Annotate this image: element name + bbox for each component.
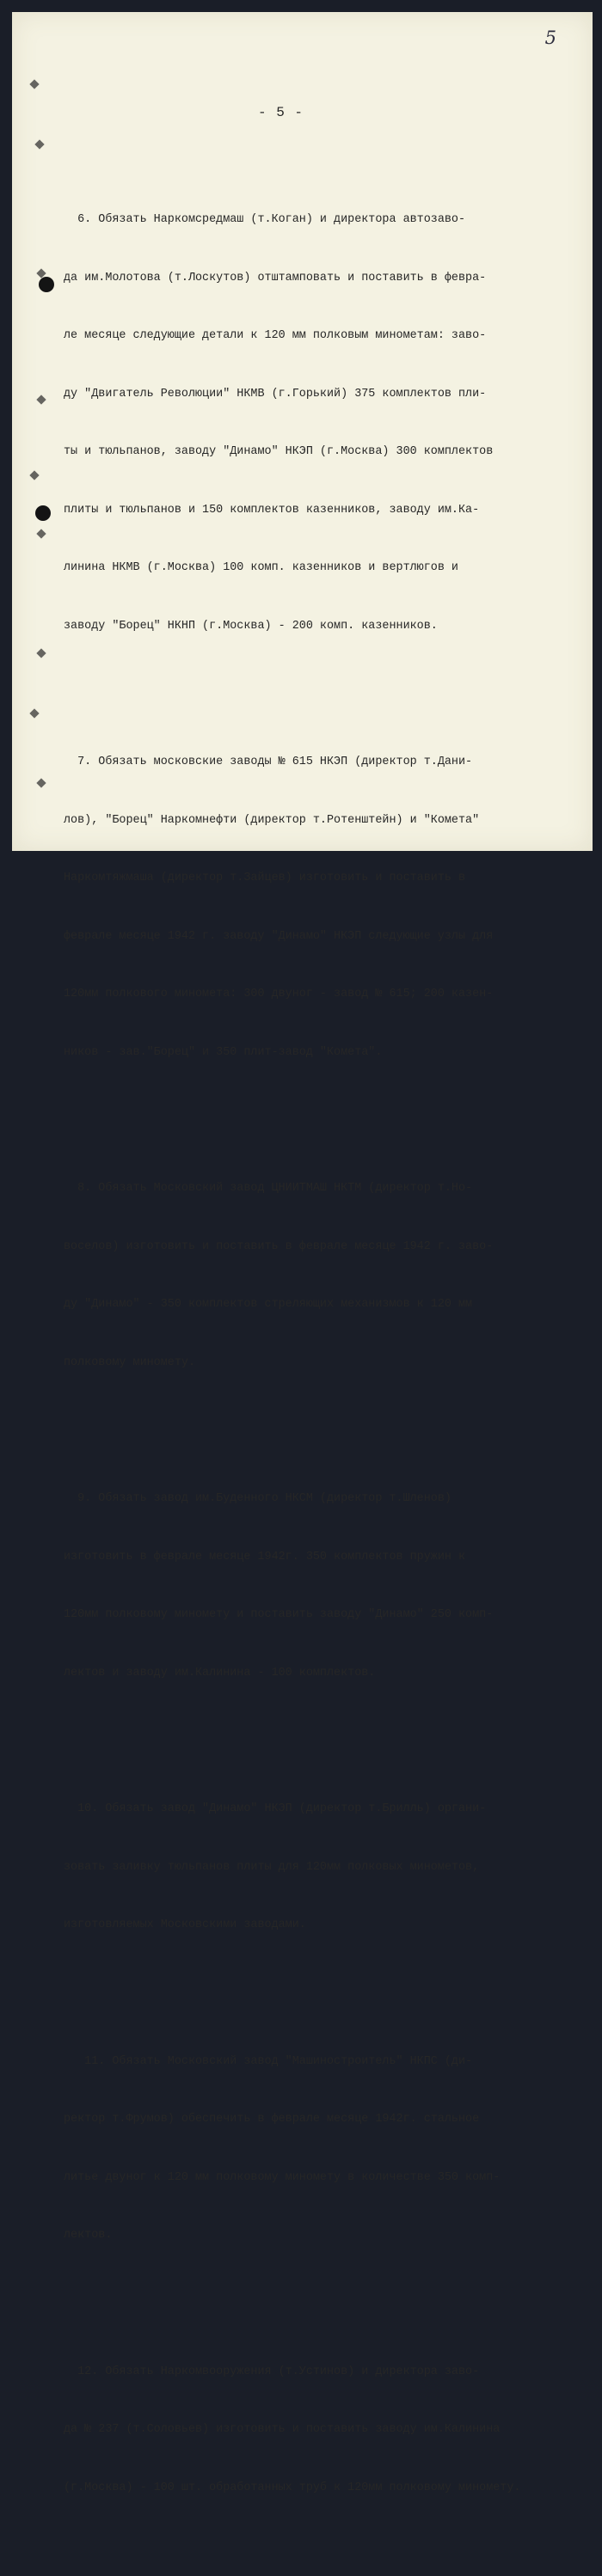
text-line: плиты и тюльпанов и 150 комплектов казенников, заводу им.Ка-	[64, 503, 480, 517]
text-line: ду "Двигатель Революции" НКМВ (г.Горький) 375 комплектов пли-	[64, 387, 487, 401]
text-line: (г.Москва) - 100 шт. обработанных труб к 120мм полковому миномету.	[64, 2481, 521, 2494]
text-line: да № 237 (т.Соловьев) изготовить и поставить заводу им.Калинина	[64, 2423, 501, 2436]
text-line: 12. Обязать Наркомвооружения (т.Устинов) и директора заво-	[64, 2365, 480, 2378]
text-line: 8. Обязать Московский завод ЦНИИТМАШ НКТМ (директор т.Но-	[64, 1182, 473, 1195]
document-page	[12, 12, 593, 2494]
text-line: изготовить в феврале месяце 1942г. 350 комплектов пружин к	[64, 1550, 466, 1563]
text-line: феврале месяце 1942 г. заводу "Динамо" НКЭП следующие узлы для	[64, 929, 494, 943]
text-line: 10. Обязать завод "Динамо" НКЭП (директор т.Брилль) органи-	[64, 1802, 487, 1815]
text-line: Наркомтяжмаша (директор т.Зайцев) изготовить и поставить в	[64, 872, 466, 884]
text-line: линина НКМВ (г.Москва) 100 комп. казенников и вертлюгов и	[64, 561, 458, 574]
tack-mark-icon	[36, 529, 46, 538]
text-line: изготовляемых Московскими заводами.	[64, 1918, 306, 1931]
text-line: да им.Молотова (т.Лоскутов) отштамповать и поставить в февра-	[64, 271, 487, 285]
paragraph-8	[64, 1141, 597, 1411]
paragraph-12	[64, 2324, 597, 2537]
text-line: 120мм полковому миномету и поставить заводу "Динамо" 250 комп-	[64, 1608, 494, 1621]
text-line: воселов) изготовить и поставить в феврале месяце 1942 г. заво-	[64, 1239, 494, 1253]
tack-mark-icon	[29, 470, 39, 480]
text-line: заводу "Борец" НКНП (г.Москва) - 200 комп. казенников.	[64, 619, 438, 633]
text-line: лектов.	[64, 2229, 113, 2242]
tack-mark-icon	[36, 648, 46, 658]
paragraph-6	[64, 172, 597, 675]
text-line: зовать заливку тюльпанов плиты для 120мм полковых минометов,	[64, 1860, 480, 1874]
page-number: - 5 -	[257, 105, 304, 120]
tack-mark-icon	[36, 395, 46, 404]
handwritten-page-number: 5	[544, 28, 556, 48]
text-line: ле месяце следующие детали к 120 мм полковым минометам: заво-	[64, 329, 487, 342]
text-line: 6. Обязать Наркомсредмаш (т.Коган) и директора автозаво-	[64, 213, 466, 226]
text-line: 9. Обязать завод им.Буденного НКСМ (директор т.Шленов)	[64, 1492, 452, 1505]
text-line: ты и тюльпанов, заводу "Динамо" НКЭП (г.Москва) 300 комплектов	[64, 445, 494, 458]
tack-mark-icon	[34, 139, 44, 149]
text-line: литье двуног к 120 мм полковому миномету в количестве 350 комп-	[64, 2170, 501, 2184]
tack-mark-icon	[36, 778, 46, 787]
text-line: 7. Обязать московские заводы № 615 НКЭП (директор т.Дани-	[64, 756, 473, 768]
tack-mark-icon	[29, 708, 39, 718]
text-line: ников - зав."Борец" и 350 плит-завод "Комета".	[64, 1045, 383, 1059]
text-line: полковому миномету.	[64, 1355, 195, 1369]
text-line: лектов и заводу им.Калинина - 100 комплектов.	[64, 1666, 376, 1680]
document-body	[64, 133, 597, 2576]
text-line: 11. Обязать Московский завод "Машиностроитель" НКПС (ди-	[64, 2054, 473, 2068]
paragraph-11	[64, 2014, 597, 2285]
text-line: ду "Динамо" - 350 комплектов стреляющих механизмов к 120 мм	[64, 1298, 473, 1311]
binder-hole-icon	[39, 277, 54, 292]
tack-mark-icon	[29, 79, 39, 89]
paragraph-10	[64, 1761, 597, 1974]
text-line: ректор т.Фрумов) обеспечить в феврале месяце 1942г. стальное	[64, 2113, 480, 2126]
text-line: лов), "Борец" Наркомнефти (директор т.Ротенштейн) и "Комета"	[64, 813, 480, 827]
binder-hole-icon	[35, 505, 51, 521]
paragraph-9	[64, 1451, 597, 1722]
text-line: 120мм полкового миномета: 300 двуног - завод № 615; 200 казен-	[64, 988, 494, 1000]
paragraph-7	[64, 714, 597, 1101]
